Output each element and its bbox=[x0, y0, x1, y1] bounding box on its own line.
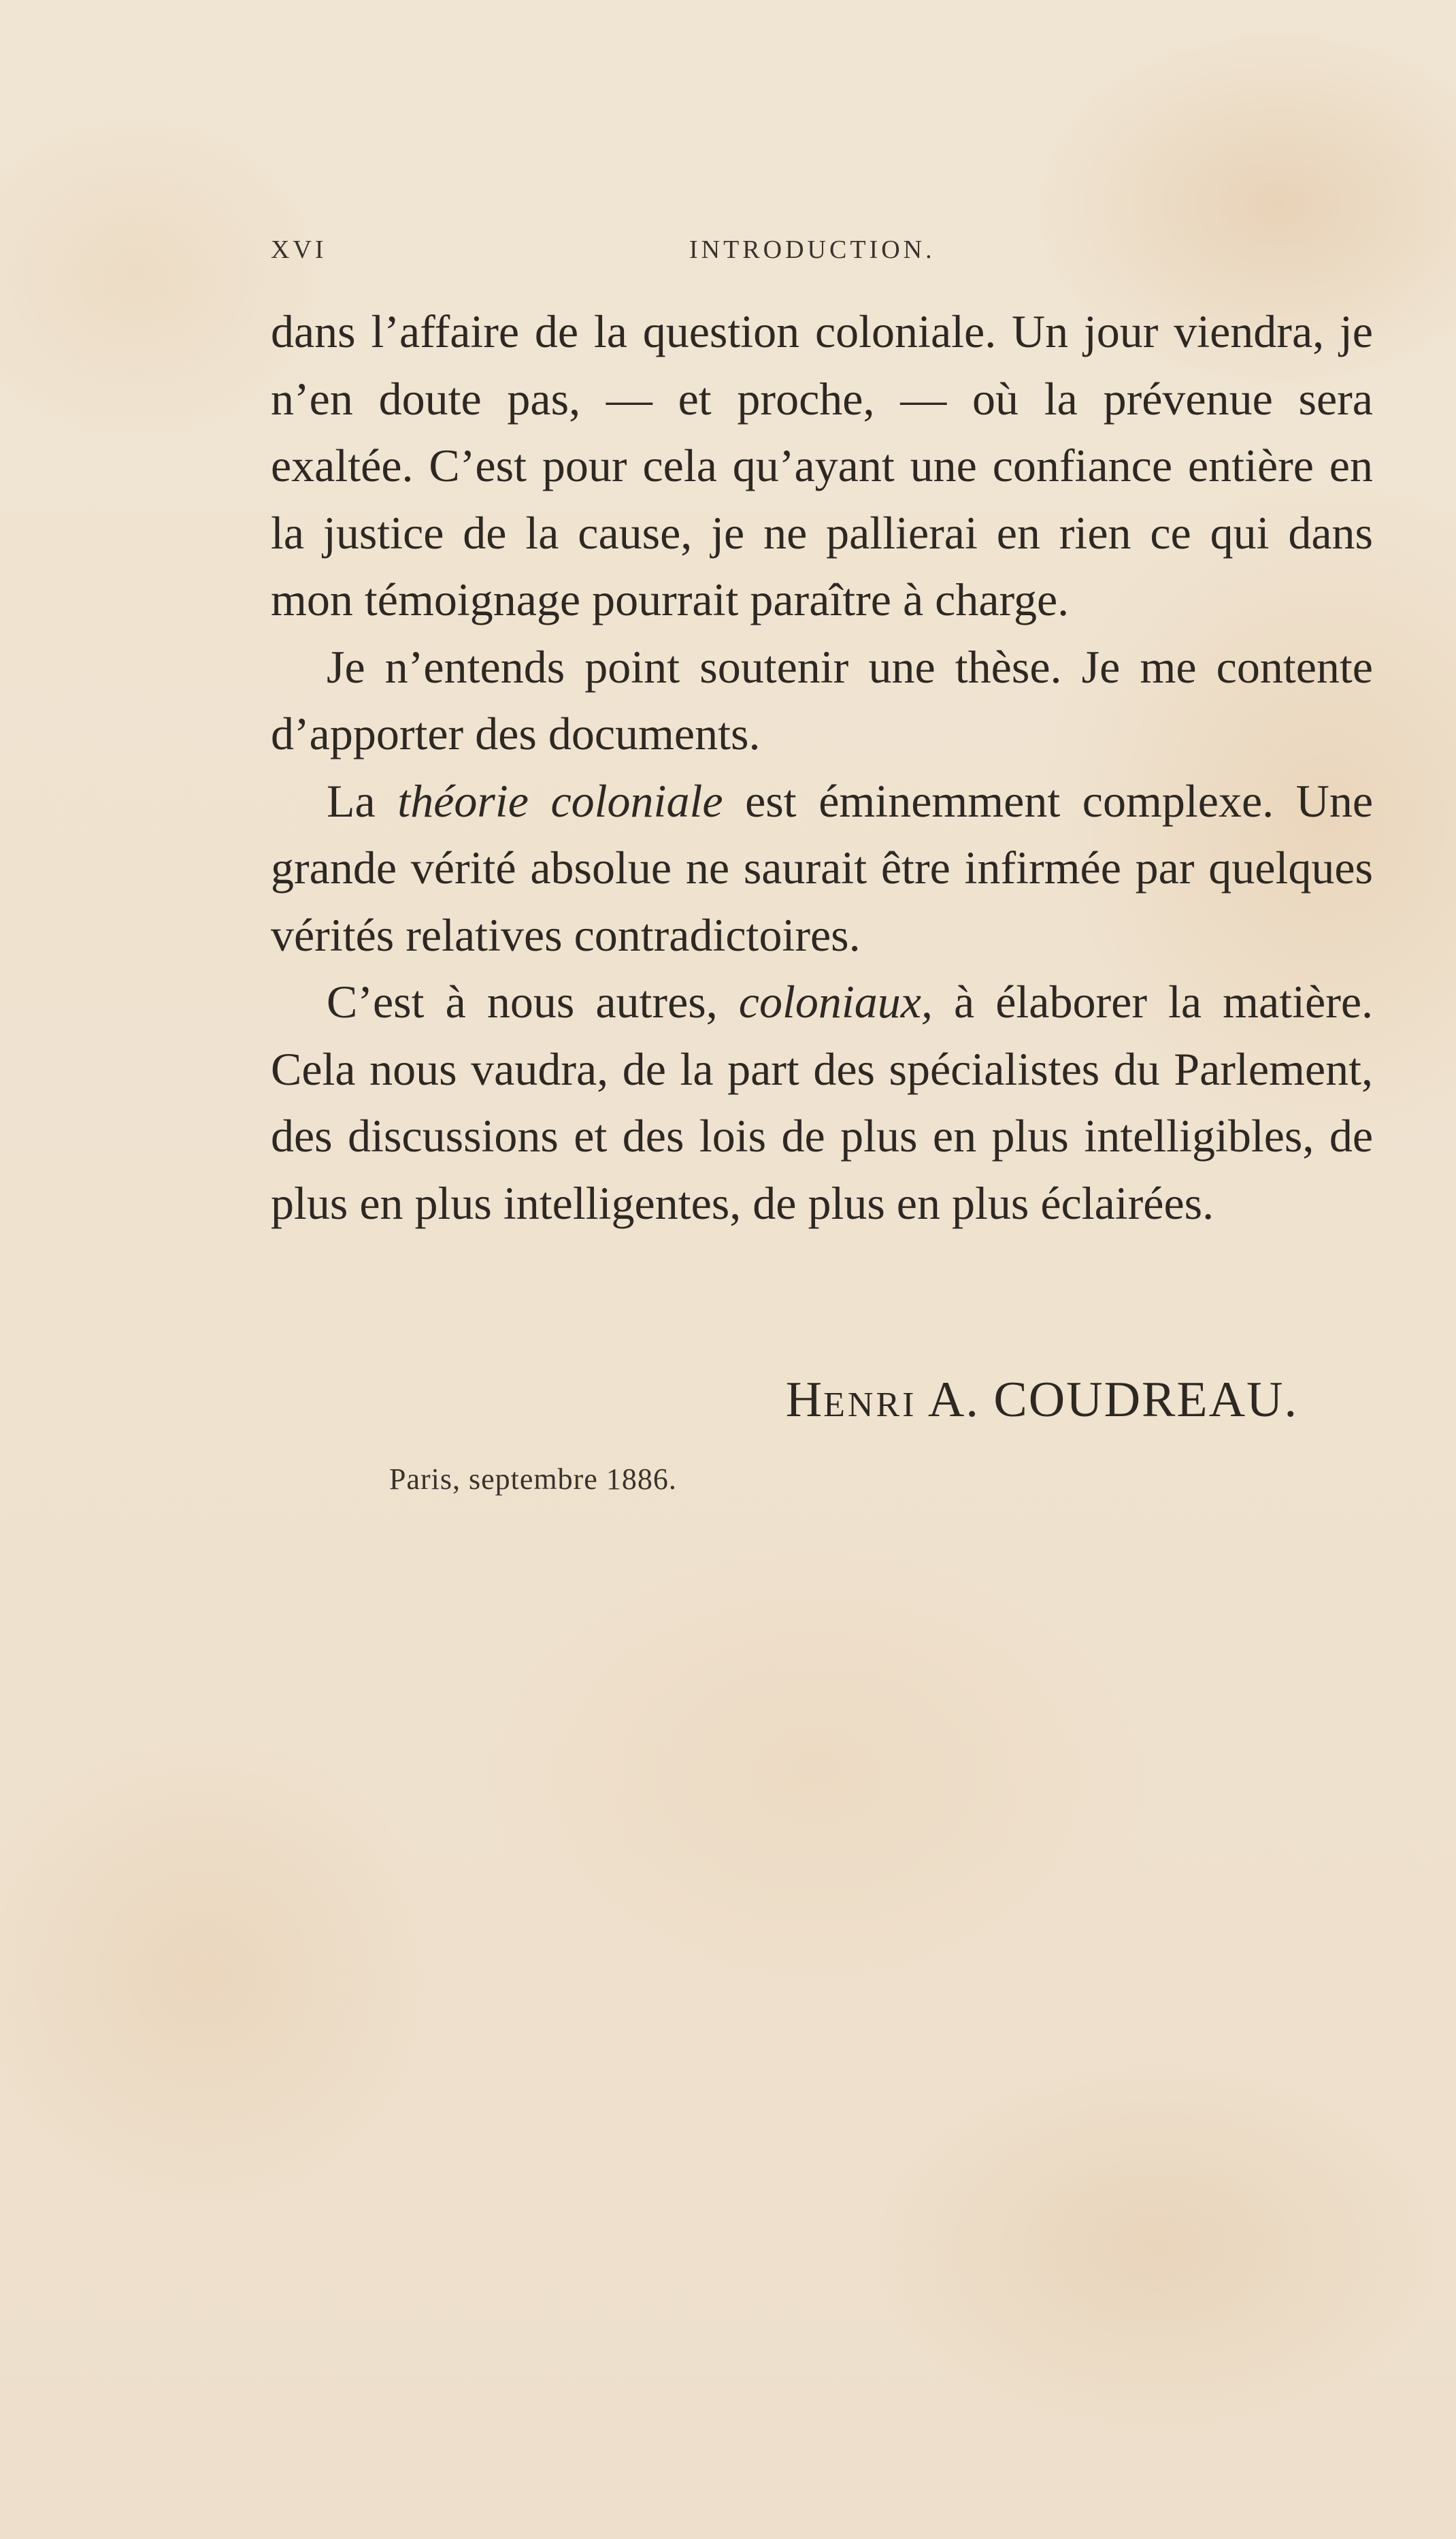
running-head bbox=[271, 235, 1376, 269]
signature-middle: A. bbox=[927, 1372, 980, 1428]
paragraph-3-lead: La bbox=[327, 774, 376, 827]
paragraph-4-italic: coloniaux, bbox=[738, 976, 933, 1028]
paragraph-4-rest: à élaborer la matière. Cela nous vaudra, de la part des spécialistes du Parlement, des discussions et des lois de plus en plus intelligibles, de plus en plus intelligentes, de plus en plus éclairées. bbox=[271, 976, 1374, 1229]
paragraph-2: Je n’entends point soutenir une thèse. Je me contente d’apporter des documents. bbox=[271, 640, 1373, 759]
signature-surname: COUDREAU. bbox=[993, 1372, 1298, 1428]
body-text bbox=[271, 298, 1373, 1236]
page-number: XVI bbox=[271, 235, 327, 264]
running-title: INTRODUCTION. bbox=[689, 235, 936, 264]
paragraph-1: dans l’affaire de la question coloniale. Un jour viendra, je n’en doute pas, — et proche, — où la prévenue sera exaltée. C’est pour cela qu’ayant une confiance entière en la justice de la cause, je ne pallierai en rien ce qui dans mon témoignage pourrait paraître à charge. bbox=[271, 306, 1373, 625]
paragraph-3-rest: est éminemment complexe. Une grande vérité absolue ne saurait être infirmée par quelques vérités relatives contradictoires. bbox=[271, 774, 1373, 961]
paragraph-3-italic: théorie coloniale bbox=[397, 774, 723, 827]
paragraph-3 bbox=[271, 768, 1373, 969]
author-signature bbox=[786, 1371, 1298, 1429]
paragraph-4 bbox=[271, 968, 1373, 1236]
paragraph-4-lead: C’est à nous autres, bbox=[327, 976, 718, 1028]
dateline: Paris, septembre 1886. bbox=[389, 1462, 677, 1496]
signature-first-initial: H bbox=[785, 1372, 824, 1428]
signature-first-rest: ENRI bbox=[823, 1386, 917, 1424]
